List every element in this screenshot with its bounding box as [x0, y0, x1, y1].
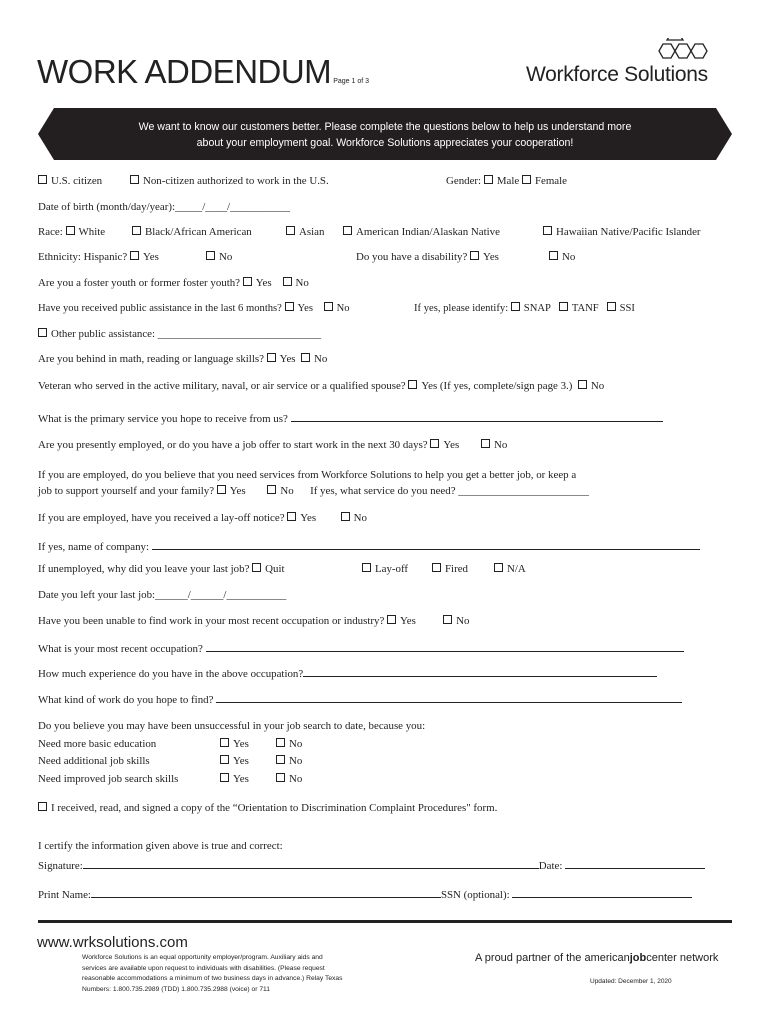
- signature-date-label: Date:: [538, 860, 563, 872]
- unable-label: Have you been unable to find work in your most recent occupation or industry?: [38, 615, 385, 627]
- race-label: Race:: [38, 226, 63, 238]
- ssn-label: SSN (optional):: [440, 889, 510, 901]
- footer-divider: [38, 920, 732, 923]
- primary-service-field[interactable]: [291, 410, 663, 422]
- basic-education-no-checkbox[interactable]: [276, 738, 285, 747]
- other-assistance-checkbox[interactable]: [38, 328, 47, 337]
- veteran-yes-checkbox[interactable]: [408, 380, 417, 389]
- date-left-label: Date you left your last job:______/______/___________: [38, 589, 287, 601]
- hispanic-label: Ethnicity: Hispanic?: [38, 251, 128, 263]
- white-label: White: [78, 226, 106, 238]
- services-no-checkbox[interactable]: [267, 485, 276, 494]
- page-title: [37, 55, 369, 88]
- signature-row: [38, 857, 705, 873]
- page-indicator: Page 1 of 3: [333, 78, 369, 85]
- fired-label: Fired: [445, 563, 468, 575]
- search-skills-yes-label: Yes: [233, 773, 249, 785]
- orientation-checkbox[interactable]: [38, 802, 47, 811]
- native-label: American Indian/Alaskan Native: [356, 226, 500, 238]
- employed-no-label: No: [494, 439, 508, 451]
- behind-yes-checkbox[interactable]: [267, 353, 276, 362]
- identify-label: If yes, please identify:: [414, 303, 509, 314]
- services-yes-label: Yes: [229, 485, 246, 497]
- hispanic-yes-label: Yes: [142, 251, 159, 263]
- veteran-no-checkbox[interactable]: [578, 380, 587, 389]
- hope-work-field[interactable]: [216, 691, 682, 703]
- eeo-line: Workforce Solutions is an equal opportunity employer/program. Auxiliary aids and: [82, 954, 323, 961]
- dob-row[interactable]: [38, 201, 290, 214]
- eeo-line: Numbers: 1.800.735.2989 (TDD) 1.800.735.2988 (voice) or 711: [82, 985, 270, 993]
- hispanic-no-label: No: [219, 251, 233, 263]
- quit-label: Quit: [265, 563, 285, 575]
- pacific-label: Hawaiian Native/Pacific Islander: [556, 226, 701, 238]
- ssi-label: SSI: [619, 303, 635, 314]
- job-skills-label: Need additional job skills: [38, 755, 150, 767]
- company-row: [38, 538, 700, 554]
- male-label: Male: [496, 175, 520, 187]
- unable-row: [38, 615, 469, 628]
- experience-field[interactable]: [303, 665, 657, 677]
- services-yes-checkbox[interactable]: [217, 485, 226, 494]
- partner-suffix: center network: [646, 952, 719, 964]
- print-name-row: [38, 886, 692, 902]
- female-label: Female: [534, 175, 567, 187]
- banner-line-2: about your employment goal. Workforce Solutions appreciates your cooperation!: [196, 136, 574, 149]
- na-checkbox[interactable]: [494, 563, 503, 572]
- tanf-checkbox[interactable]: [559, 302, 568, 311]
- veteran-yes-label: Yes (If yes, complete/sign page 3.): [421, 380, 573, 392]
- veteran-no-label: No: [590, 380, 605, 392]
- asian-checkbox[interactable]: [286, 226, 295, 235]
- primary-service-label: What is the primary service you hope to receive from us?: [38, 413, 288, 425]
- tanf-label: TANF: [571, 303, 599, 314]
- layoff-notice-yes-checkbox[interactable]: [287, 512, 296, 521]
- signature-label: Signature:: [38, 860, 83, 872]
- experience-label: How much experience do you have in the above occupation?: [38, 668, 304, 680]
- search-skills-label: Need improved job search skills: [38, 773, 179, 785]
- title-text: WORK ADDENDUM: [37, 53, 332, 90]
- layoff-notice-row: [38, 512, 367, 525]
- asian-label: Asian: [299, 226, 325, 238]
- gender-label: Gender:: [446, 175, 482, 187]
- assistance-no-label: No: [336, 303, 350, 314]
- recent-occupation-row: [38, 640, 684, 656]
- job-skills-no-label: No: [289, 755, 303, 767]
- primary-service-row: [38, 410, 663, 426]
- assistance-label: Have you received public assistance in the last 6 months?: [38, 303, 282, 314]
- partner-bold: job: [629, 952, 647, 964]
- services-row-2: [38, 485, 589, 498]
- recent-occupation-field[interactable]: [206, 640, 684, 652]
- assistance-yes-checkbox[interactable]: [285, 302, 294, 311]
- fired-checkbox[interactable]: [432, 563, 441, 572]
- signature-date-field[interactable]: [565, 857, 705, 869]
- native-checkbox[interactable]: [343, 226, 352, 235]
- banner-line-1: We want to know our customers better. Please complete the questions below to help us understand more: [138, 121, 632, 133]
- behind-row: [38, 353, 327, 366]
- certify-row: [38, 840, 283, 853]
- layoff-notice-no-checkbox[interactable]: [341, 512, 350, 521]
- eeo-statement: [82, 953, 392, 995]
- hispanic-yes-checkbox[interactable]: [130, 251, 139, 260]
- disability-label: Do you have a disability?: [356, 251, 468, 263]
- layoff-notice-label: If you are employed, have you received a lay-off notice?: [38, 512, 285, 524]
- behind-no-checkbox[interactable]: [301, 353, 310, 362]
- snap-label: SNAP: [523, 303, 551, 314]
- search-skills-no-label: No: [289, 773, 303, 785]
- workforce-solutions-logo: [526, 38, 736, 92]
- disability-no-checkbox[interactable]: [549, 251, 558, 260]
- na-label: N/A: [507, 563, 526, 575]
- job-skills-yes-checkbox[interactable]: [220, 755, 229, 764]
- female-checkbox[interactable]: [522, 175, 531, 184]
- other-assistance-row[interactable]: [38, 328, 321, 341]
- pacific-checkbox[interactable]: [543, 226, 552, 235]
- assistance-no-checkbox[interactable]: [324, 302, 333, 311]
- employed-yes-checkbox[interactable]: [430, 439, 439, 448]
- hope-work-label: What kind of work do you hope to find?: [38, 694, 214, 706]
- job-skills-no-checkbox[interactable]: [276, 755, 285, 764]
- hexagon-logo-icon: [651, 38, 717, 64]
- search-skills-yes-checkbox[interactable]: [220, 773, 229, 782]
- foster-yes-checkbox[interactable]: [243, 277, 252, 286]
- unsuccessful-intro: [38, 720, 425, 733]
- services-row-1: [38, 469, 576, 482]
- job-skills-yes-label: Yes: [233, 755, 249, 767]
- intro-banner: [38, 108, 732, 160]
- employed-label: Are you presently employed, or do you have a job offer to start work in the next 30 days?: [38, 439, 428, 451]
- foster-label: Are you a foster youth or former foster youth?: [38, 277, 241, 289]
- disability-yes-label: Yes: [483, 251, 499, 263]
- behind-label: Are you behind in math, reading or language skills?: [38, 353, 264, 365]
- assistance-yes-label: Yes: [297, 303, 313, 314]
- ssn-field[interactable]: [512, 886, 692, 898]
- unable-no-label: No: [456, 615, 470, 627]
- basic-education-no-label: No: [289, 738, 303, 750]
- search-skills-no-checkbox[interactable]: [276, 773, 285, 782]
- veteran-label: Veteran who served in the active military, naval, or air service or a qualified spouse?: [38, 380, 406, 392]
- orientation-label: I received, read, and signed a copy of the “Orientation to Discrimination Complaint Procedures" form.: [51, 802, 498, 814]
- us-citizen-checkbox[interactable]: [38, 175, 47, 184]
- hope-work-row: [38, 691, 682, 707]
- updated-date: Updated: December 1, 2020: [590, 978, 672, 985]
- employed-yes-label: Yes: [443, 439, 460, 451]
- white-checkbox[interactable]: [66, 226, 75, 235]
- us-citizen-label: U.S. citizen: [51, 175, 103, 187]
- snap-checkbox[interactable]: [511, 302, 520, 311]
- layoff-checkbox[interactable]: [362, 563, 371, 572]
- services-no-label: No: [280, 485, 294, 497]
- unable-no-checkbox[interactable]: [443, 615, 452, 624]
- services-what-label[interactable]: If yes, what service do you need? ________________________: [310, 485, 589, 497]
- foster-no-checkbox[interactable]: [283, 277, 292, 286]
- non-citizen-label: Non-citizen authorized to work in the U.S.: [143, 175, 329, 187]
- black-checkbox[interactable]: [132, 226, 141, 235]
- foster-row: [38, 277, 309, 290]
- gender-field: [446, 175, 567, 188]
- banner-text: [78, 120, 692, 151]
- footer-url[interactable]: www.wrksolutions.com: [37, 934, 188, 951]
- eeo-line: reasonable accommodations a minimum of two business days in advance.) Relay Texas: [82, 975, 343, 983]
- signature-field[interactable]: [83, 857, 539, 869]
- black-label: Black/African American: [145, 226, 252, 238]
- layoff-notice-no-label: No: [353, 512, 367, 524]
- print-name-field[interactable]: [91, 886, 441, 898]
- quit-checkbox[interactable]: [252, 563, 261, 572]
- male-checkbox[interactable]: [484, 175, 493, 184]
- print-name-label: Print Name:: [38, 889, 91, 901]
- certify-label: I certify the information given above is true and correct:: [38, 840, 283, 852]
- disability-yes-checkbox[interactable]: [470, 251, 479, 260]
- hispanic-no-checkbox[interactable]: [206, 251, 215, 260]
- unable-yes-label: Yes: [400, 615, 416, 627]
- employed-row: [38, 439, 507, 452]
- dob-label: Date of birth (month/day/year):_____/____/___________: [38, 201, 290, 213]
- unable-yes-checkbox[interactable]: [387, 615, 396, 624]
- basic-education-label: Need more basic education: [38, 738, 157, 750]
- basic-education-yes-checkbox[interactable]: [220, 738, 229, 747]
- services-question-cont: job to support yourself and your family?: [38, 485, 215, 497]
- non-citizen-option[interactable]: [130, 175, 329, 188]
- date-left-row[interactable]: [38, 589, 286, 602]
- disability-no-label: No: [562, 251, 576, 263]
- left-job-label: If unemployed, why did you leave your last job?: [38, 563, 250, 575]
- other-assistance-label: Other public assistance: ______________________________: [51, 328, 322, 340]
- partner-prefix: A proud partner of the american: [475, 952, 630, 964]
- partner-statement: [475, 952, 718, 964]
- behind-no-label: No: [313, 353, 328, 365]
- veteran-row: [38, 380, 604, 393]
- orientation-row: [38, 802, 497, 815]
- company-field[interactable]: [152, 538, 700, 550]
- foster-yes-label: Yes: [255, 277, 272, 289]
- company-label: If yes, name of company:: [38, 541, 149, 553]
- layoff-label: Lay-off: [375, 563, 409, 575]
- experience-row: [38, 665, 657, 681]
- basic-education-yes-label: Yes: [233, 738, 249, 750]
- services-question: If you are employed, do you believe that you need services from Workforce Solutions to help you get a better job, or keep a: [38, 469, 577, 481]
- logo-text: Workforce Solutions: [526, 63, 708, 86]
- non-citizen-checkbox[interactable]: [130, 175, 139, 184]
- unsuccessful-intro-text: Do you believe you may have been unsuccessful in your job search to date, because you:: [38, 720, 426, 732]
- employed-no-checkbox[interactable]: [481, 439, 490, 448]
- eeo-line: services are available upon request to individuals with disabilities. (Please request: [82, 964, 325, 972]
- behind-yes-label: Yes: [279, 353, 296, 365]
- ssi-checkbox[interactable]: [607, 302, 616, 311]
- layoff-notice-yes-label: Yes: [300, 512, 317, 524]
- recent-occupation-label: What is your most recent occupation?: [38, 643, 203, 655]
- foster-no-label: No: [295, 277, 309, 289]
- us-citizen-option[interactable]: [38, 175, 102, 188]
